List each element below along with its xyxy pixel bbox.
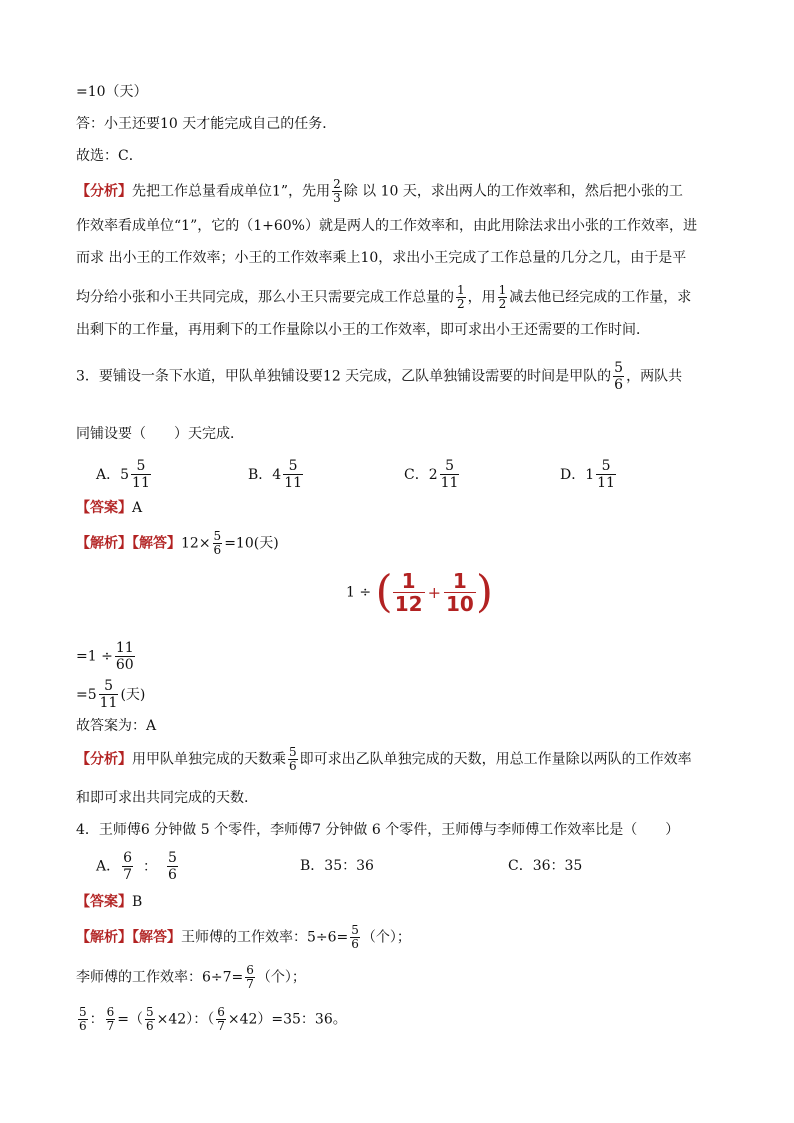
numerator: 6 bbox=[246, 963, 254, 977]
numerator: 1 bbox=[393, 570, 425, 593]
denominator: 7 bbox=[217, 1019, 225, 1033]
text: 王师傅的工作效率：5÷6= bbox=[181, 929, 349, 946]
denominator: 11 bbox=[597, 475, 615, 491]
denominator: 10 bbox=[445, 592, 474, 616]
text: 1 ÷ bbox=[346, 584, 372, 601]
analysis-line: 和即可求出共同完成的天数. bbox=[76, 790, 249, 806]
numerator: 5 bbox=[213, 529, 222, 543]
text: ，用 bbox=[467, 289, 496, 306]
answer-value: B bbox=[132, 894, 143, 910]
text-line: =10（天） bbox=[76, 84, 148, 100]
denominator: 6 bbox=[168, 867, 177, 883]
text: =1 ÷ bbox=[76, 648, 113, 665]
analysis-line: 作效率看成单位“1”，它的（1+60%）就是两人的工作效率和，由此用除法求出小张的工作效率，进 bbox=[76, 218, 697, 234]
denominator: 7 bbox=[106, 1019, 115, 1033]
option-label: A． bbox=[96, 858, 121, 875]
question-line: 4．王师傅6 分钟做 5 个零件，李师傅7 分钟做 6 个零件，王师傅与李师傅工作效率比是（ ） bbox=[76, 822, 680, 838]
analysis-label: 【分析】 bbox=[76, 751, 132, 768]
text: 先把工作总量看成单位1”，先用 bbox=[132, 183, 331, 200]
numerator: 1 bbox=[457, 283, 465, 297]
right-paren: ) bbox=[475, 566, 493, 618]
text: (天) bbox=[120, 686, 146, 703]
answer-value: A bbox=[132, 500, 143, 516]
text: =（ bbox=[117, 1011, 144, 1028]
solution-line: 故答案为：A bbox=[76, 718, 157, 734]
numerator: 6 bbox=[123, 850, 133, 866]
option-b: B．35：36 bbox=[300, 858, 374, 874]
denominator: 11 bbox=[132, 475, 150, 491]
numerator: 5 bbox=[146, 1005, 154, 1019]
fraction bbox=[131, 458, 151, 491]
denominator: 11 bbox=[284, 475, 303, 491]
denominator: 11 bbox=[99, 695, 118, 711]
fraction bbox=[145, 1006, 155, 1033]
fraction bbox=[288, 746, 298, 773]
text: 12× bbox=[181, 535, 211, 552]
numerator: 5 bbox=[283, 458, 303, 475]
fraction bbox=[613, 360, 624, 393]
answer-line bbox=[76, 892, 142, 912]
numerator: 5 bbox=[99, 678, 119, 695]
left-paren: ( bbox=[375, 566, 393, 618]
fraction bbox=[596, 458, 616, 491]
solution-label: 【解析】【解答】 bbox=[76, 535, 181, 552]
analysis-line: 而求 出小王的工作效率；小王的工作效率乘上10，求出小王完成了工作总量的几分之几，由于是平 bbox=[76, 250, 687, 266]
equation bbox=[346, 566, 493, 618]
question-line: 同铺设要（ ）天完成． bbox=[76, 426, 244, 442]
numerator: 5 bbox=[614, 360, 624, 376]
denominator: 6 bbox=[351, 937, 359, 951]
answer-label: 【答案】 bbox=[76, 500, 132, 516]
text: （个）； bbox=[361, 929, 411, 946]
fraction bbox=[216, 1006, 226, 1033]
solution-line bbox=[76, 678, 145, 711]
text: （个）； bbox=[256, 969, 306, 986]
analysis-label: 【分析】 bbox=[76, 183, 132, 200]
analysis-line bbox=[76, 284, 691, 311]
text: =10(天) bbox=[224, 535, 279, 552]
plus-sign: + bbox=[427, 583, 441, 602]
option-label: A．5 bbox=[96, 466, 130, 483]
option-d bbox=[560, 458, 618, 491]
option-a bbox=[96, 850, 180, 883]
numerator: 5 bbox=[131, 458, 151, 475]
fraction bbox=[167, 850, 178, 883]
text: 用甲队单独完成的天数乘 bbox=[132, 751, 286, 768]
numerator: 5 bbox=[440, 458, 460, 475]
fraction bbox=[350, 924, 360, 951]
option-c bbox=[404, 458, 461, 491]
fraction bbox=[498, 284, 508, 311]
numerator: 5 bbox=[168, 850, 177, 866]
numerator: 5 bbox=[79, 1005, 87, 1019]
fraction bbox=[444, 570, 476, 615]
solution-line bbox=[76, 1006, 347, 1033]
numerator: 1 bbox=[444, 570, 476, 593]
denominator: 6 bbox=[79, 1019, 87, 1033]
text: 均分给小张和小王共同完成，那么小王只需要完成工作总量的 bbox=[76, 289, 454, 306]
numerator: 5 bbox=[289, 745, 297, 759]
numerator: 2 bbox=[333, 177, 341, 191]
denominator: 6 bbox=[614, 377, 624, 393]
denominator: 6 bbox=[213, 543, 222, 557]
option-c: C．36：35 bbox=[508, 858, 583, 874]
denominator: 7 bbox=[246, 977, 254, 991]
question-line bbox=[76, 360, 682, 393]
denominator: 7 bbox=[123, 867, 133, 883]
text: ，两队共 bbox=[626, 368, 683, 385]
denominator: 11 bbox=[440, 475, 459, 491]
text: 李师傅的工作效率：6÷7= bbox=[76, 969, 244, 986]
option-a bbox=[96, 458, 153, 491]
analysis-line: 出剩下的工作量，再用剩下的工作量除以小王的工作效率，即可求出小王还需要的工作时间． bbox=[76, 322, 650, 338]
solution-line bbox=[76, 640, 137, 673]
option-b bbox=[248, 458, 305, 491]
numerator: 5 bbox=[596, 458, 616, 475]
numerator: 1 bbox=[498, 283, 507, 297]
fraction bbox=[115, 640, 135, 673]
denominator: 60 bbox=[115, 657, 134, 673]
fraction bbox=[99, 678, 119, 711]
text: ×42）：（ bbox=[156, 1011, 215, 1028]
numerator: 6 bbox=[217, 1005, 225, 1019]
text: 3．要铺设一条下水道，甲队单独铺设要12 天完成，乙队单独铺设需要的时间是甲队的 bbox=[76, 368, 612, 385]
solution-line bbox=[76, 924, 411, 951]
answer-label: 【答案】 bbox=[76, 894, 132, 910]
text: ×42）=35：36。 bbox=[227, 1011, 347, 1028]
denominator: 6 bbox=[289, 759, 297, 773]
denominator: 12 bbox=[394, 592, 423, 616]
text-line: 故选：C． bbox=[76, 148, 143, 164]
denominator: 3 bbox=[333, 191, 341, 205]
option-label: C．2 bbox=[404, 466, 438, 483]
analysis-line bbox=[76, 746, 692, 773]
fraction bbox=[332, 178, 342, 205]
numerator: 6 bbox=[106, 1005, 115, 1019]
analysis-line bbox=[76, 178, 683, 205]
text: 除 以 10 天，求出两人的工作效率和，然后把小张的工 bbox=[343, 183, 683, 200]
text-line: 答：小王还要10 天才能完成自己的任务． bbox=[76, 116, 337, 132]
fraction bbox=[213, 530, 223, 557]
denominator: 2 bbox=[457, 297, 465, 311]
colon: ： bbox=[143, 858, 158, 875]
solution-line bbox=[76, 964, 306, 991]
numerator: 11 bbox=[115, 640, 134, 656]
numerator: 5 bbox=[351, 923, 359, 937]
solution-line bbox=[76, 530, 279, 557]
text: 减去他已经完成的工作量，求 bbox=[509, 289, 692, 306]
fraction bbox=[245, 964, 255, 991]
option-label: D．1 bbox=[560, 466, 595, 483]
solution-label: 【解析】【解答】 bbox=[76, 929, 181, 946]
fraction bbox=[78, 1006, 88, 1033]
text: =5 bbox=[76, 686, 97, 703]
fraction bbox=[456, 284, 466, 311]
denominator: 2 bbox=[498, 297, 507, 311]
fraction bbox=[283, 458, 303, 491]
option-label: B．4 bbox=[248, 466, 282, 483]
fraction bbox=[106, 1006, 116, 1033]
fraction bbox=[393, 570, 425, 615]
text: ： bbox=[89, 1011, 104, 1028]
text: 即可求出乙队单独完成的天数，用总工作量除以两队的工作效率 bbox=[299, 751, 692, 768]
denominator: 6 bbox=[146, 1019, 154, 1033]
fraction bbox=[122, 850, 133, 883]
fraction bbox=[440, 458, 460, 491]
answer-line bbox=[76, 498, 142, 518]
